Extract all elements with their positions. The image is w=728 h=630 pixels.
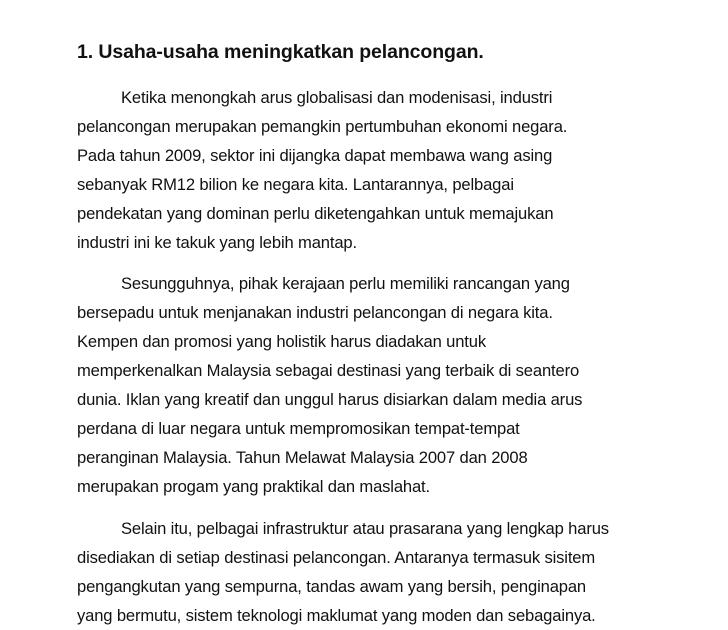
paragraph-3-line: pengangkutan yang sempurna, tandas awam yang bersih, penginapan	[77, 577, 587, 596]
paragraph-2-line: dunia. Iklan yang kreatif dan unggul harus disiarkan dalam media arus	[77, 390, 583, 409]
paragraph-3	[77, 514, 717, 630]
paragraph-2-line: bersepadu untuk menjanakan industri pelancongan di negara kita.	[77, 303, 553, 322]
paragraph-3-line: disediakan di setiap destinasi pelancongan. Antaranya termasuk sisitem	[77, 548, 596, 567]
paragraph-3-line: yang bermutu, sistem teknologi maklumat yang moden dan sebagainya.	[77, 606, 596, 625]
section-heading: 1. Usaha-usaha meningkatkan pelancongan.	[77, 41, 484, 63]
paragraph-1-line: Pada tahun 2009, sektor ini dijangka dapat membawa wang asing	[77, 146, 553, 165]
paragraph-1-line: pendekatan yang dominan perlu diketengahkan untuk memajukan	[77, 204, 554, 223]
paragraph-2-line: merupakan progam yang praktikal dan maslahat.	[77, 477, 430, 496]
paragraph-1-line: pelancongan merupakan pemangkin pertumbuhan ekonomi negara.	[77, 117, 568, 136]
paragraph-1-line: Ketika menongkah arus globalisasi dan modenisasi, industri	[121, 88, 553, 107]
paragraph-2-line: peranginan Malaysia. Tahun Melawat Malaysia 2007 dan 2008	[77, 448, 528, 467]
paragraph-2-line: Sesungguhnya, pihak kerajaan perlu memiliki rancangan yang	[121, 274, 570, 293]
paragraph-1-line: sebanyak RM12 bilion ke negara kita. Lantarannya, pelbagai	[77, 175, 514, 194]
paragraph-1	[77, 83, 717, 257]
paragraph-2-line: Kempen dan promosi yang holistik harus diadakan untuk	[77, 332, 486, 351]
paragraph-2-line: perdana di luar negara untuk mempromosikan tempat-tempat	[77, 419, 520, 438]
paragraph-2	[77, 269, 717, 501]
paragraph-1-line: industri ini ke takuk yang lebih mantap.	[77, 233, 357, 252]
paragraph-2-line: memperkenalkan Malaysia sebagai destinasi yang terbaik di seantero	[77, 361, 580, 380]
paragraph-3-line: Selain itu, pelbagai infrastruktur atau prasarana yang lengkap harus	[121, 519, 609, 538]
